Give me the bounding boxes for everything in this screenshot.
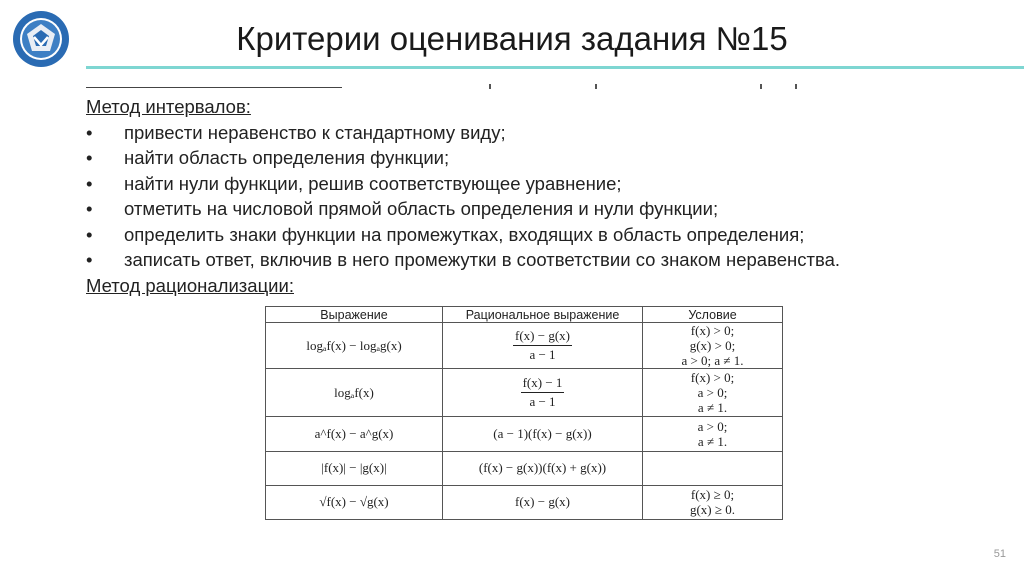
title-divider — [86, 66, 1024, 69]
table-row — [266, 323, 783, 369]
cropped-text-fragments — [485, 84, 815, 90]
table-row — [266, 369, 783, 417]
expression-cell: |f(x)| − |g(x)| — [266, 451, 443, 485]
expression-cell: √f(x) − √g(x) — [266, 485, 443, 519]
list-item: • записать ответ, включив в него промежутки в соответствии со знаком неравенства. — [86, 249, 840, 270]
rationalization-heading: Метод рационализации: — [86, 274, 294, 296]
rational-cell: f(x) − g(x) — [443, 485, 643, 519]
list-item: • найти нули функции, решив соответствующее уравнение; — [86, 172, 622, 194]
rational-cell: (a − 1)(f(x) − g(x)) — [443, 417, 643, 451]
column-header: Выражение — [266, 307, 443, 323]
column-header: Условие — [643, 307, 783, 323]
expression-cell: logₐf(x) — [266, 369, 443, 417]
rationalization-table — [265, 306, 783, 520]
column-header: Рациональное выражение — [443, 307, 643, 323]
rational-cell: $\frac{f(x) - g(x)}{a - 1}$ — [443, 323, 643, 369]
rational-cell: (f(x) − g(x))(f(x) + g(x)) — [443, 451, 643, 485]
expression-cell: a^f(x) − a^g(x) — [266, 417, 443, 451]
list-item: • определить знаки функции на промежутках, входящих в область определения; — [86, 223, 805, 245]
condition-cell: f(x) > 0; a > 0; a ≠ 1. — [643, 369, 783, 417]
intervals-heading: Метод интервалов: — [86, 96, 251, 117]
list-item: • привести неравенство к стандартному виду; — [86, 121, 506, 143]
list-item: • найти область определения функции; — [86, 147, 450, 168]
condition-cell: f(x) ≥ 0; g(x) ≥ 0. — [643, 485, 783, 519]
condition-cell: f(x) > 0; g(x) > 0; a > 0; a ≠ 1. — [643, 323, 783, 369]
list-item: • отметить на числовой прямой область определения и нули функции; — [86, 198, 719, 219]
table-row — [266, 451, 783, 485]
slide-title: Критерии оценивания задания №15 — [236, 20, 788, 57]
condition-cell — [643, 451, 783, 485]
condition-cell: a > 0; a ≠ 1. — [643, 417, 783, 451]
methods-text — [86, 94, 986, 298]
expression-cell: logₐf(x) − logₐg(x) — [266, 323, 443, 369]
table-row — [266, 417, 783, 451]
cropped-text-line — [86, 87, 342, 88]
table-row — [266, 485, 783, 519]
table-header-row — [266, 307, 783, 323]
page-number: 51 — [993, 548, 1006, 560]
rational-cell: $\frac{f(x) - 1}{a - 1}$ — [443, 369, 643, 417]
